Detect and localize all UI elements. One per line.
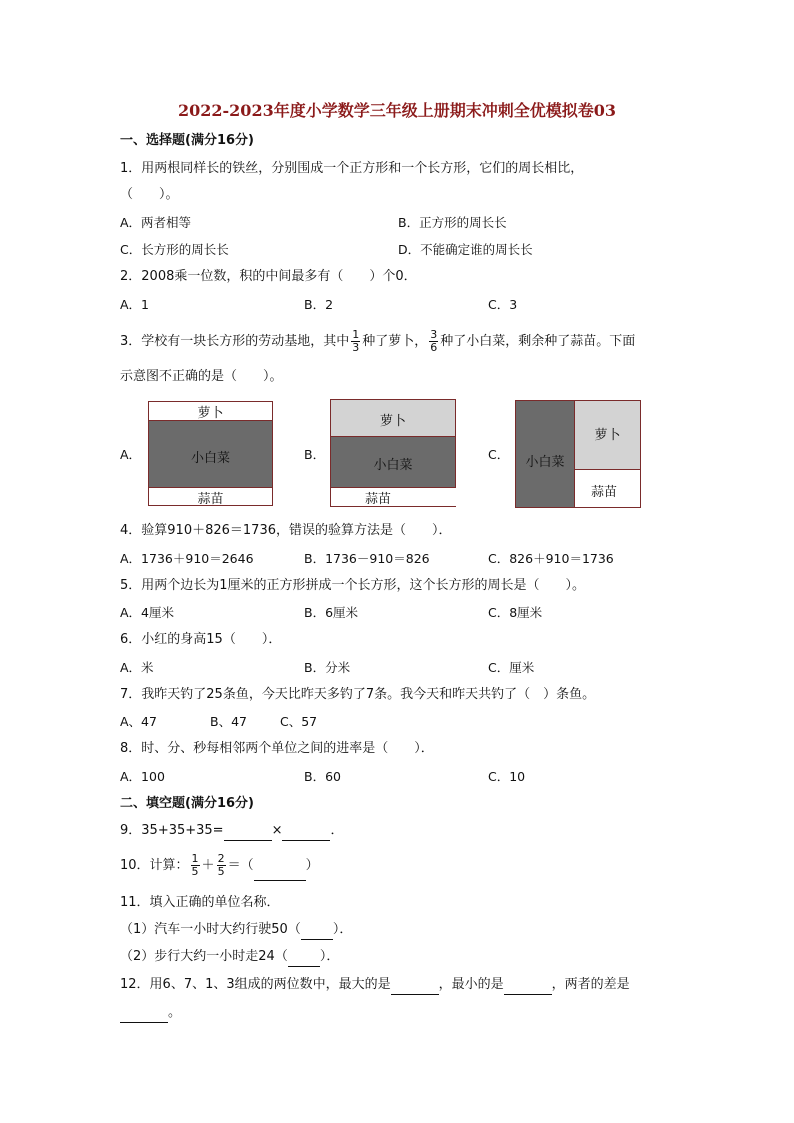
q3-option-a-label: A． <box>120 447 142 462</box>
q3-stem <box>120 328 635 356</box>
q12-end: 。 <box>168 1005 182 1020</box>
q12-blank-diff[interactable] <box>120 1004 168 1023</box>
q5-option-b: B．6厘米 <box>304 605 359 620</box>
q3-f1-denominator: 3 <box>352 341 360 354</box>
q9-row <box>120 822 344 841</box>
q7-stem: 7．我昨天钓了25条鱼，今天比昨天多钓了7条。我今天和昨天共钓了（ ）条鱼。 <box>120 687 596 702</box>
q10-row <box>120 852 319 881</box>
q12-row <box>120 976 630 995</box>
q3-f2-numerator: 3 <box>430 328 438 341</box>
q3-c-luobo-label: 萝卜 <box>594 428 621 443</box>
q12-mid1: ，最小的是 <box>438 977 504 992</box>
q11-stem: 11．填入正确的单位名称． <box>120 895 280 910</box>
q3-b-suanmiao-label: 蒜苗 <box>364 492 391 507</box>
q4-option-b: B．1736－910＝826 <box>304 551 430 566</box>
q10-f1-denominator: 5 <box>191 865 199 878</box>
q2-stem: 2．2008乘一位数，积的中间最多有（ ）个0． <box>120 269 417 284</box>
q1-option-b: B．正方形的周长长 <box>398 215 507 230</box>
q4-option-c: C．826＋910＝1736 <box>488 551 614 566</box>
section-choice-heading: 一、选择题(满分16分) <box>120 133 254 148</box>
q3-diagram-b <box>330 399 456 507</box>
q3-stem-line2: 示意图不正确的是（ ）。 <box>120 369 283 384</box>
q6-stem: 6．小红的身高15（ ）． <box>120 632 282 647</box>
q11-sub1-end: ）． <box>332 922 353 937</box>
q3-fraction-three-sixths <box>429 329 438 354</box>
q3-option-b-label: B． <box>304 447 326 462</box>
q12-stem: 12．用6、7、1、3组成的两位数中，最大的是 <box>120 977 391 992</box>
q3-stem-part-c: 种了小白菜，剩余种了蒜苗。下面 <box>440 334 636 349</box>
q11-sub1-blank[interactable] <box>301 921 333 940</box>
q3-f1-numerator: 1 <box>352 328 360 341</box>
q10-f2-denominator: 5 <box>217 865 225 878</box>
q9-blank-2[interactable] <box>282 822 330 841</box>
q11-sub2-text: （2）步行大约一小时走24（ <box>120 949 288 964</box>
q9-end: ． <box>330 823 344 838</box>
q3-a-luobo-label: 萝卜 <box>197 406 224 421</box>
q5-stem: 5．用两个边长为1厘米的正方形拼成一个长方形，这个长方形的周长是（ ）。 <box>120 578 586 593</box>
q6-option-a: A．米 <box>120 660 154 675</box>
q10-plus: ＋ <box>201 858 215 873</box>
q1-option-a: A．两者相等 <box>120 215 192 230</box>
q3-b-luobo-label: 萝卜 <box>379 414 406 429</box>
section-fill-heading: 二、填空题(满分16分) <box>120 796 254 811</box>
q7-option-b: B、47 <box>210 714 247 729</box>
q3-a-baicai-label: 小白菜 <box>190 451 230 466</box>
q3-fraction-one-third <box>351 329 360 354</box>
q12-blank-min[interactable] <box>504 976 552 995</box>
q3-b-baicai-label: 小白菜 <box>373 458 413 473</box>
q9-times: × <box>271 823 283 838</box>
q4-option-a: A．1736＋910＝2646 <box>120 551 254 566</box>
q1-stem: 1．用两根同样长的铁丝，分别围成一个正方形和一个长方形，它们的周长相比， <box>120 161 584 176</box>
q8-stem: 8．时、分、秒每相邻两个单位之间的进率是（ ）． <box>120 741 434 756</box>
q3-stem-part-b: 种了萝卜， <box>362 334 428 349</box>
q12-blank-max[interactable] <box>391 976 439 995</box>
q4-stem: 4．验算910＋826＝1736，错误的验算方法是（ ）． <box>120 523 452 538</box>
exam-title: 2022-2023年度小学数学三年级上册期末冲刺全优模拟卷03 <box>178 101 616 120</box>
q11-sub2 <box>120 948 339 967</box>
q11-sub2-end: ）． <box>319 949 340 964</box>
q1-option-c: C．长方形的周长长 <box>120 242 229 257</box>
q9-stem: 9．35+35+35= <box>120 823 224 838</box>
q3-c-suanmiao-label: 蒜苗 <box>590 485 617 500</box>
q3-diagram-a <box>148 401 273 506</box>
q3-c-baicai-label: 小白菜 <box>525 455 565 470</box>
q10-end: ） <box>305 858 319 873</box>
q6-option-c: C．厘米 <box>488 660 535 675</box>
q1-stem-blank: （ ）。 <box>120 187 179 202</box>
q12-mid2: ，两者的差是 <box>551 977 630 992</box>
q11-sub2-blank[interactable] <box>288 948 320 967</box>
q10-answer-blank[interactable] <box>254 852 306 881</box>
q3-stem-part-a: 3．学校有一块长方形的劳动基地，其中 <box>120 334 350 349</box>
q9-blank-1[interactable] <box>224 822 272 841</box>
q11-sub1-text: （1）汽车一小时大约行驶50（ <box>120 922 301 937</box>
q3-option-c-label: C． <box>488 447 510 462</box>
q11-sub1 <box>120 921 352 940</box>
q12-row2 <box>120 1004 181 1023</box>
q10-fraction-1 <box>191 853 200 878</box>
q1-option-d: D．不能确定谁的周长长 <box>398 242 533 257</box>
q3-diagram-c <box>515 400 641 508</box>
q2-option-a: A．1 <box>120 297 150 312</box>
q2-option-c: C．3 <box>488 297 518 312</box>
q2-option-b: B．2 <box>304 297 334 312</box>
q5-option-c: C．8厘米 <box>488 605 543 620</box>
q8-option-a: A．100 <box>120 769 165 784</box>
q8-option-c: C．10 <box>488 769 526 784</box>
q8-option-b: B．60 <box>304 769 341 784</box>
q7-option-a: A、47 <box>120 714 157 729</box>
q7-option-c: C、57 <box>280 714 318 729</box>
q3-a-suanmiao-label: 蒜苗 <box>197 492 224 507</box>
q3-f2-denominator: 6 <box>430 341 438 354</box>
q6-option-b: B．分米 <box>304 660 351 675</box>
q10-equals: ＝（ <box>227 858 254 873</box>
q5-option-a: A．4厘米 <box>120 605 175 620</box>
q10-f1-numerator: 1 <box>191 852 199 865</box>
q10-fraction-2 <box>217 853 226 878</box>
q10-stem: 10．计算： <box>120 858 189 873</box>
q10-f2-numerator: 2 <box>217 852 225 865</box>
